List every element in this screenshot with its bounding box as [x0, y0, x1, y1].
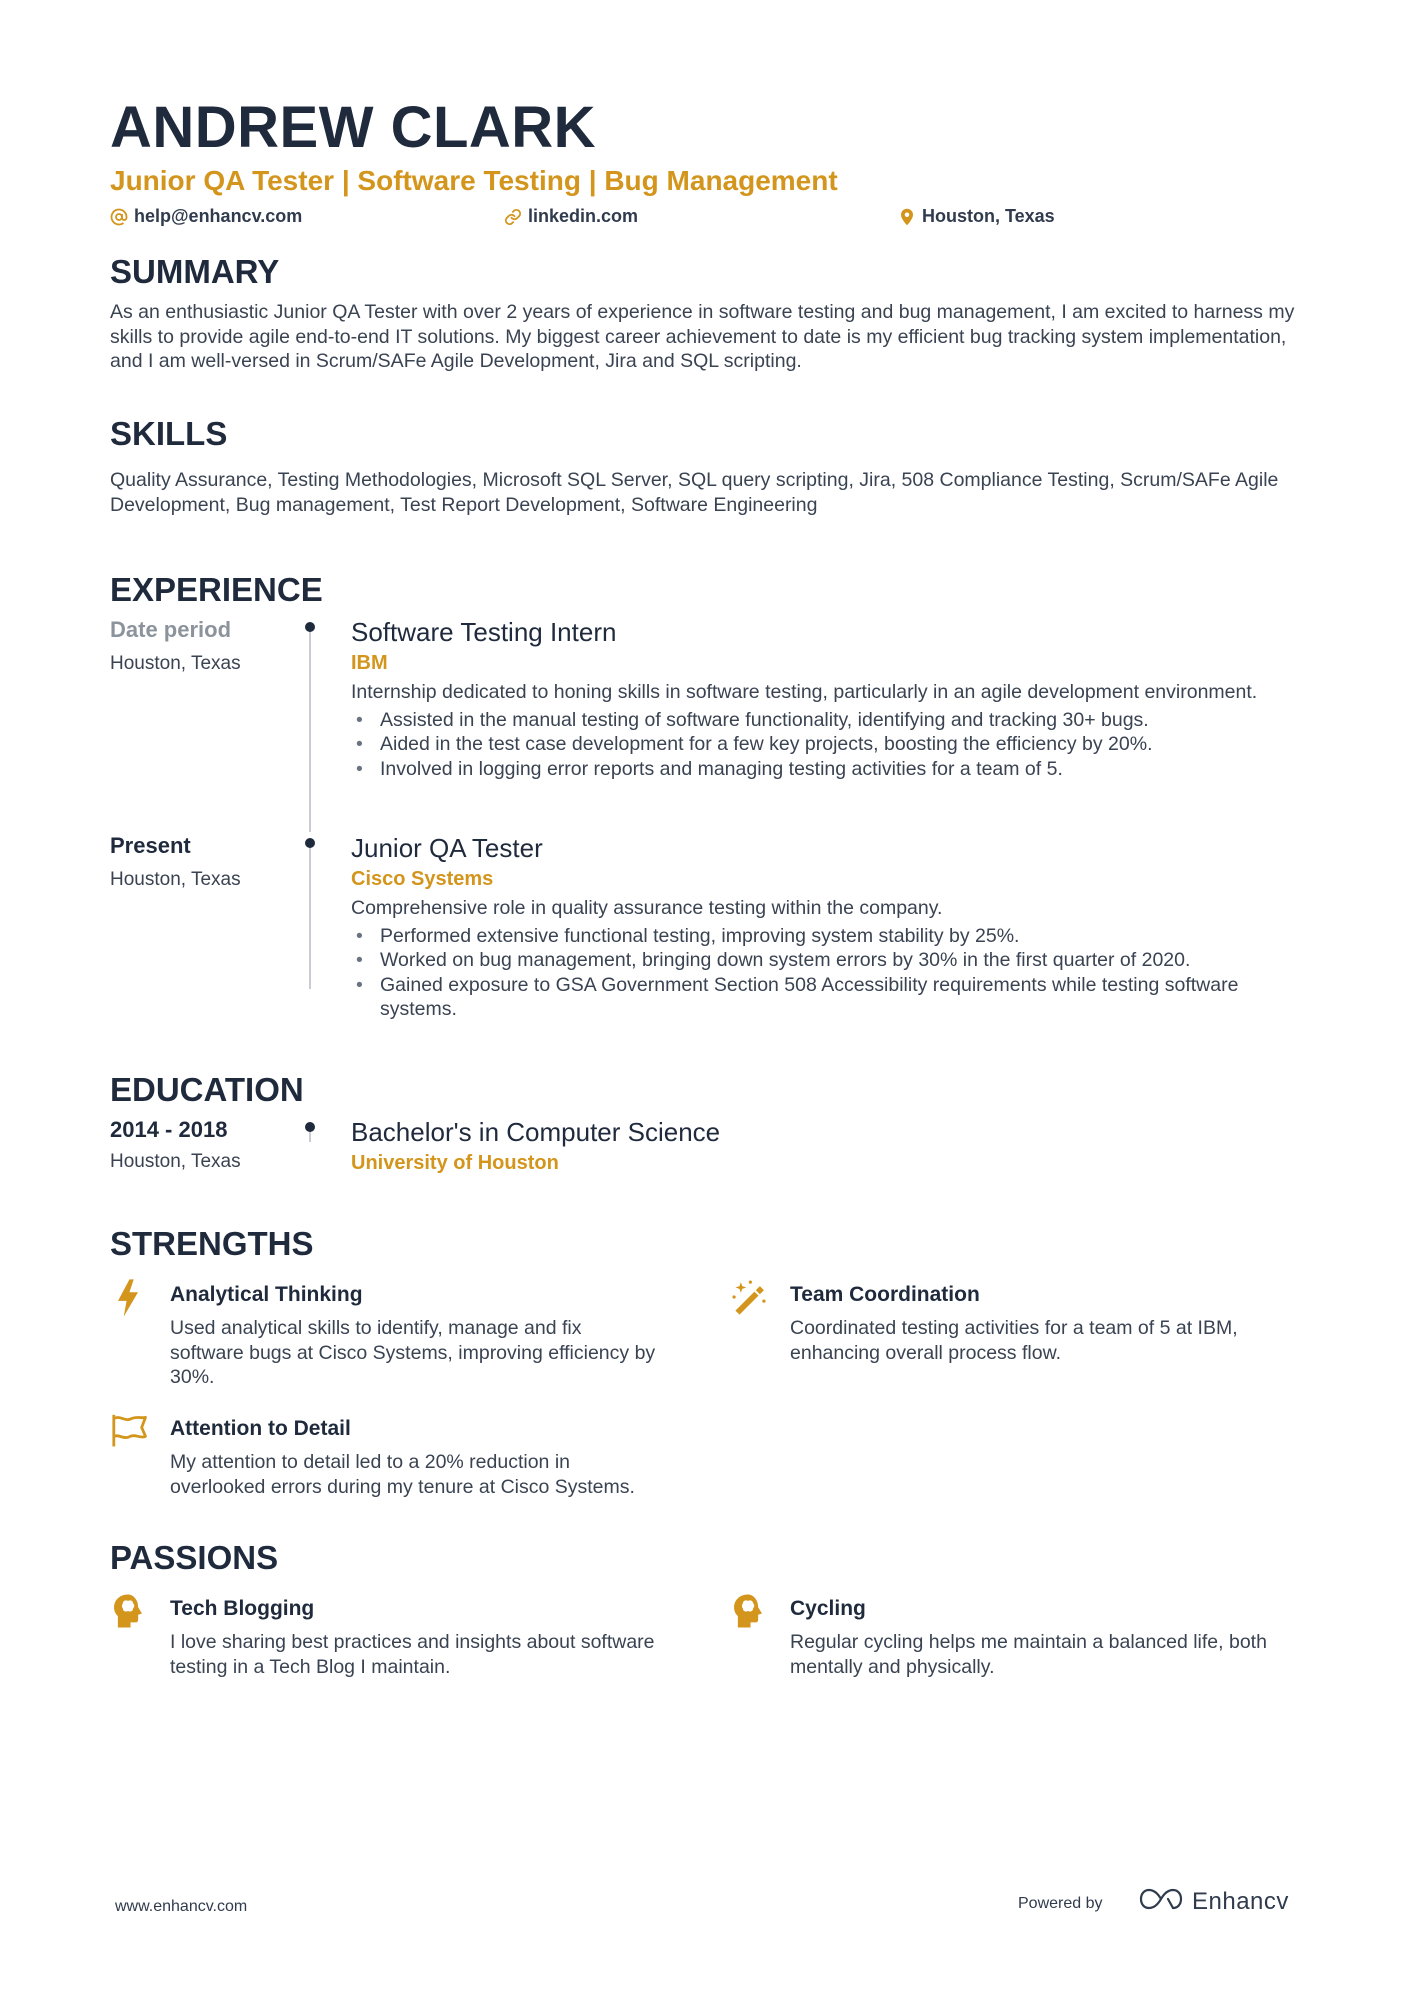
passions-section [110, 1538, 1310, 1578]
contact-bar [110, 204, 1310, 234]
contact-linkedin[interactable] [504, 206, 638, 227]
list-item: • Gained exposure to GSA Government Section 508 Accessibility requirements while testing software systems. [356, 973, 1239, 1020]
strength-description: My attention to detail led to a 20% reduction in overlooked errors during my tenure at Cisco Systems. [170, 1451, 635, 1498]
education-location: Houston, Texas [110, 1151, 241, 1172]
passion-description: I love sharing best practices and insights about software testing in a Tech Blog I maintain. [170, 1631, 655, 1678]
education-section [110, 1070, 1310, 1110]
strengths-heading: STRENGTHS [110, 1225, 314, 1262]
magic-wand-icon [730, 1278, 766, 1314]
list-item: • Aided in the test case development for a few key projects, boosting the efficiency by 20%. [356, 733, 1153, 755]
head-brain-icon [730, 1592, 766, 1628]
strength-title: Analytical Thinking [170, 1283, 363, 1306]
experience-details [351, 832, 1311, 1022]
summary-text: As an enthusiastic Junior QA Tester with over 2 years of experience in software testing and bug management, I am excited to harness my skills to provide agile end-to-end IT solutions. My biggest career achievement to date is my efficient bug tracking system implementation, and I am well-versed in Scrum/SAFe Agile Development, Jira and SQL scripting. [110, 301, 1295, 372]
experience-location: Houston, Texas [110, 653, 241, 674]
experience-date: Present [110, 833, 191, 858]
footer-website-link[interactable]: www.enhancv.com [115, 1898, 248, 1915]
education-heading: EDUCATION [110, 1071, 304, 1108]
strength-description: Coordinated testing activities for a team of 5 at IBM, enhancing overall process flow. [790, 1317, 1238, 1364]
education-details [351, 1116, 1311, 1176]
skills-heading: SKILLS [110, 415, 228, 452]
enhancv-logo[interactable] [1138, 1886, 1289, 1917]
candidate-headline: Junior QA Tester | Software Testing | Bug Management [110, 165, 838, 196]
strength-description: Used analytical skills to identify, manage and fix software bugs at Cisco Systems, improving efficiency by 30%. [170, 1317, 656, 1388]
strengths-section [110, 1224, 1310, 1264]
summary-section [110, 252, 1310, 374]
passion-title: Cycling [790, 1597, 866, 1620]
map-pin-icon [898, 208, 916, 226]
degree-title: Bachelor's in Computer Science [351, 1117, 721, 1147]
list-item: • Assisted in the manual testing of software functionality, identifying and tracking 30+ bugs. [356, 708, 1149, 731]
experience-date: Date period [110, 617, 232, 642]
lightning-icon [110, 1278, 146, 1314]
contact-location [898, 206, 1055, 227]
summary-heading: SUMMARY [110, 253, 280, 290]
experience-meta [110, 616, 310, 676]
experience-details [351, 616, 1311, 781]
experience-heading: EXPERIENCE [110, 571, 323, 608]
education-meta [110, 1116, 310, 1174]
location-text: Houston, Texas [922, 206, 1055, 226]
list-item: • Involved in logging error reports and managing testing activities for a team of 5. [356, 757, 1063, 780]
achievement-list [351, 924, 1311, 1022]
link-icon [504, 208, 522, 226]
strength-title: Team Coordination [790, 1283, 980, 1306]
linkedin-text: linkedin.com [528, 206, 639, 226]
experience-location: Houston, Texas [110, 869, 241, 890]
job-title: Junior QA Tester [351, 833, 543, 863]
company-name: IBM [351, 652, 388, 674]
brand-name: Enhancv [1192, 1887, 1289, 1915]
email-text: help@enhancv.com [134, 206, 303, 226]
experience-meta [110, 832, 310, 892]
flag-icon [110, 1412, 146, 1448]
list-item: • Worked on bug management, bringing down system errors by 30% in the first quarter of 2020. [356, 949, 1191, 971]
school-name: University of Houston [351, 1152, 559, 1174]
achievement-list [351, 708, 1311, 782]
education-date: 2014 - 2018 [110, 1117, 228, 1142]
job-title: Software Testing Intern [351, 617, 617, 647]
skills-section [110, 414, 1310, 517]
passion-description: Regular cycling helps me maintain a balanced life, both mentally and physically. [790, 1631, 1267, 1678]
company-name: Cisco Systems [351, 868, 494, 890]
candidate-name: ANDREW CLARK [110, 95, 597, 160]
powered-by-label: Powered by [1018, 1895, 1103, 1912]
at-sign-icon [110, 208, 128, 226]
resume-page [110, 95, 1310, 1678]
passions-heading: PASSIONS [110, 1539, 279, 1576]
list-item: • Performed extensive functional testing, improving system stability by 25%. [356, 924, 1020, 947]
infinity-logo-icon [1138, 1886, 1184, 1917]
head-brain-icon [110, 1592, 146, 1628]
strength-title: Attention to Detail [170, 1417, 351, 1440]
contact-email[interactable] [110, 206, 302, 227]
skills-text: Quality Assurance, Testing Methodologies, Microsoft SQL Server, SQL query scripting, Jira, 508 Compliance Testing, Scrum/SAFe Agile Development, Bug management, Test Report Development, Software Engineering [110, 469, 1279, 516]
passion-title: Tech Blogging [170, 1597, 315, 1620]
job-description: Comprehensive role in quality assurance testing within the company. [351, 897, 943, 919]
experience-section [110, 570, 1310, 610]
job-description: Internship dedicated to honing skills in software testing, particularly in an agile development environment. [351, 681, 1258, 703]
